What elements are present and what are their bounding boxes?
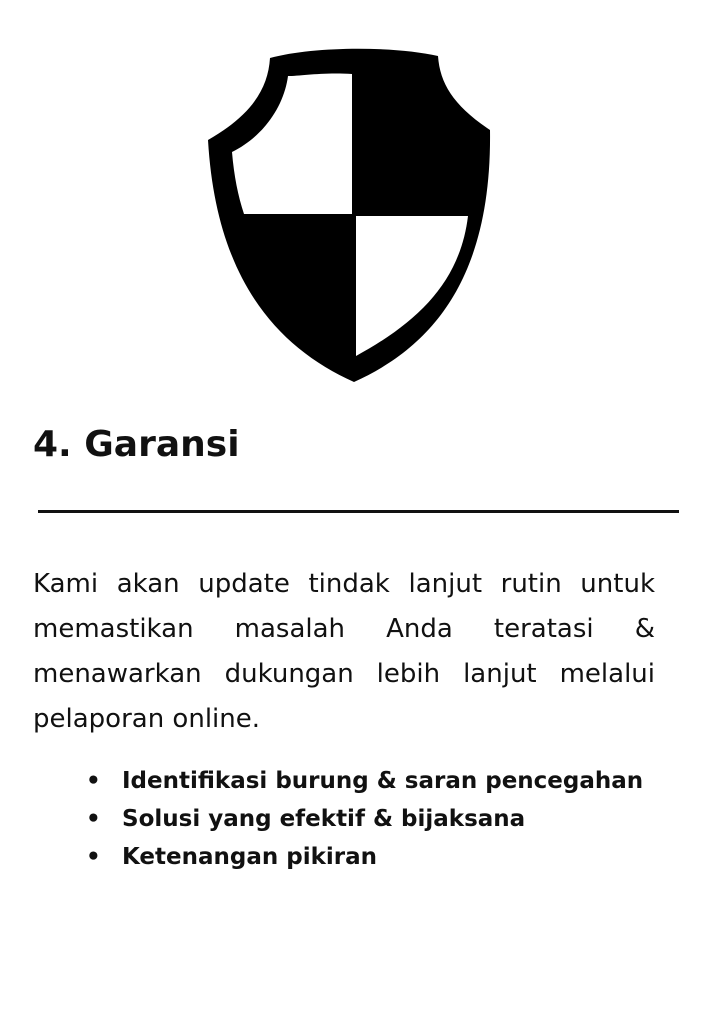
feature-list bbox=[86, 762, 686, 876]
bullet-icon: • bbox=[86, 768, 101, 794]
shield-quadrant-top-left bbox=[232, 73, 352, 214]
section-description: Kami akan update tindak lanjut rutin untuk memastikan masalah Anda teratasi & menawarkan dukungan lebih lanjut melalui pelaporan online. bbox=[33, 569, 655, 734]
divider bbox=[38, 510, 679, 513]
list-item-text: Ketenangan pikiran bbox=[122, 844, 378, 870]
list-item bbox=[86, 800, 686, 838]
shield-icon bbox=[204, 46, 504, 386]
list-item-text: Identifikasi burung & saran pencegahan bbox=[122, 768, 644, 794]
section-title: 4. Garansi bbox=[33, 424, 240, 465]
bullet-icon: • bbox=[86, 806, 101, 832]
list-item bbox=[86, 838, 686, 876]
bullet-icon: • bbox=[86, 844, 101, 870]
list-item-text: Solusi yang efektif & bijaksana bbox=[122, 806, 526, 832]
list-item bbox=[86, 762, 686, 800]
